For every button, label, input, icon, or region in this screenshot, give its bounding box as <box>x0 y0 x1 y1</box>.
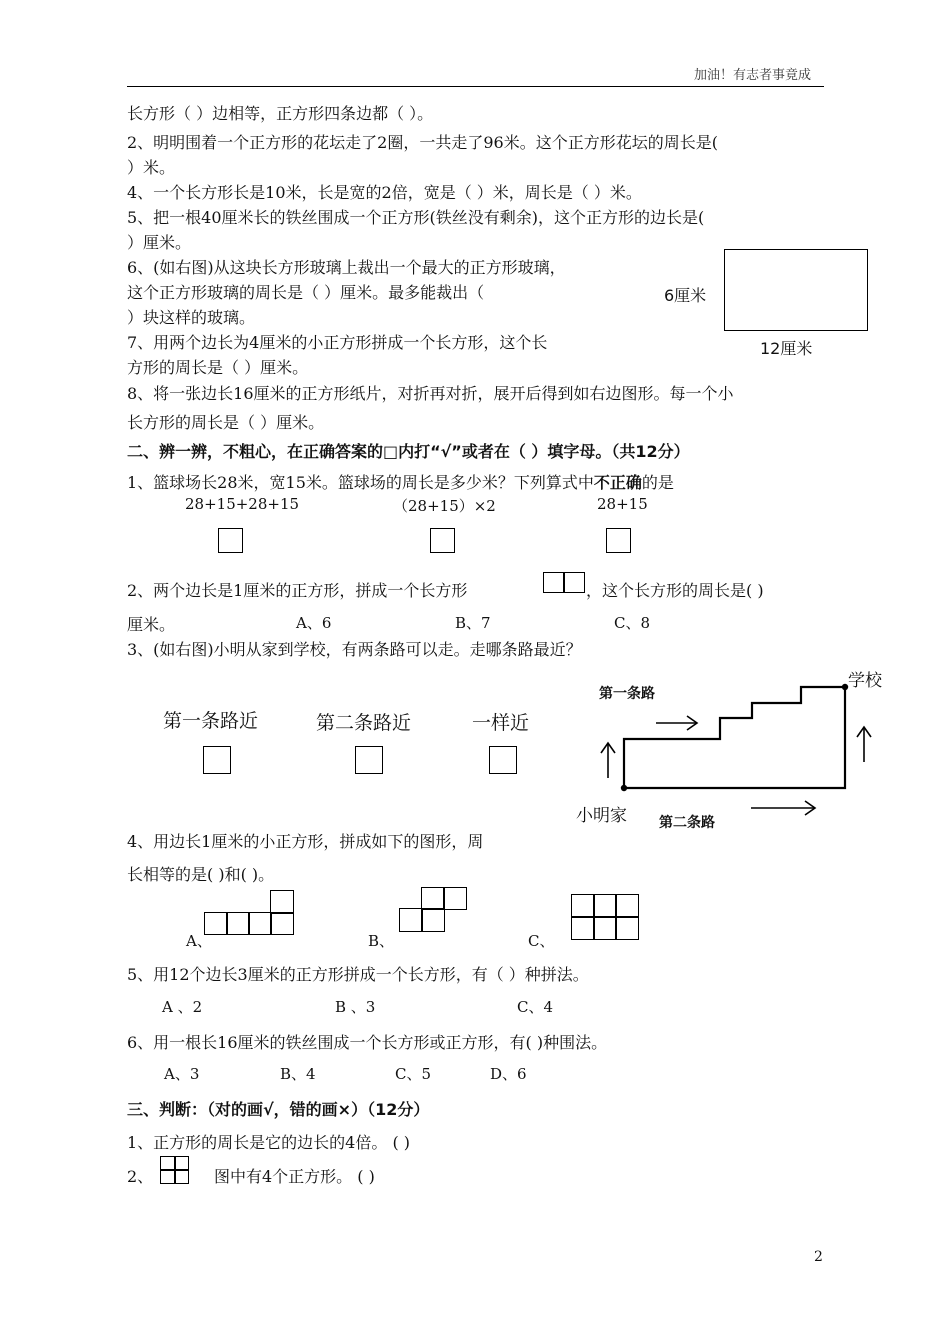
choice-q2-option-a: A、6 <box>296 614 332 632</box>
choice-q2-option-c: C、8 <box>614 614 651 632</box>
choice-q2-option-b: B、7 <box>455 614 491 632</box>
shape-c-label: C、 <box>528 932 555 950</box>
choice-q1-emphasis: 不正确 <box>593 473 642 492</box>
fill-line-6: ）厘米。 <box>127 233 192 252</box>
route1-arrow <box>656 716 697 730</box>
shape-b-label: B、 <box>368 932 395 950</box>
map-school-label: 学校 <box>848 671 882 691</box>
choice-q6-option-d: D、6 <box>490 1065 527 1083</box>
judge-q1: 1、正方形的周长是它的边长的4倍。 ( ) <box>127 1133 411 1152</box>
glass-height-label: 6厘米 <box>664 286 707 305</box>
choice-q1-option-1: 28+15+28+15 <box>185 495 300 513</box>
choice-q1-tail: 的是 <box>641 473 674 492</box>
choice-q6-text: 6、用一根长16厘米的铁丝围成一个长方形或正方形，有( )种围法。 <box>127 1033 608 1052</box>
choice-q6-option-a: A、3 <box>164 1065 200 1083</box>
up-arrow-right <box>857 727 871 762</box>
route2-arrow <box>751 801 815 815</box>
judge-q2-prefix: 2、 <box>127 1167 154 1186</box>
glass-width-label: 12厘米 <box>760 339 813 358</box>
fill-line-9: ）块这样的玻璃。 <box>127 308 256 327</box>
choice-q6-option-b: B、4 <box>280 1065 316 1083</box>
fill-line-10: 7、用两个边长为4厘米的小正方形拼成一个长方形，这个长 <box>127 333 548 352</box>
choice-q3-text: 3、(如右图)小明从家到学校，有两条路可以走。走哪条路最近？ <box>127 640 582 659</box>
choice-q3-option-1: 第一条路近 <box>163 710 259 732</box>
map-home-label: 小明家 <box>576 806 627 826</box>
choice-q2-text: 2、两个边长是1厘米的正方形，拼成一个长方形 <box>127 581 468 600</box>
fill-line-12: 8、将一张边长16厘米的正方形纸片，对折再对折，展开后得到如右边图形。每一个小 <box>127 384 734 403</box>
fill-line-11: 方形的周长是（ ）厘米。 <box>127 358 309 377</box>
choice-q6-option-c: C、5 <box>395 1065 432 1083</box>
page-number: 2 <box>814 1249 823 1265</box>
fill-line-1: 长方形（ ）边相等，正方形四条边都（ ）。 <box>127 104 434 123</box>
choice-q1-option-2: （28+15）×2 <box>393 497 496 515</box>
fill-line-3: ）米。 <box>127 158 176 177</box>
fill-line-13: 长方形的周长是（ ）厘米。 <box>127 413 325 432</box>
up-arrow-left <box>601 743 615 778</box>
choice-q5-option-a: A 、2 <box>162 998 203 1016</box>
judge-q2-text: 图中有4个正方形。 ( ) <box>214 1167 375 1186</box>
map-route1-label: 第一条路 <box>599 686 655 702</box>
choice-q2-unit: 厘米。 <box>127 615 176 634</box>
choice-q4-line2: 长相等的是( )和( )。 <box>127 865 275 884</box>
choice-section-title: 二、辨一辨，不粗心，在正确答案的□内打“√”或者在（ ）填字母。（共12分） <box>127 442 690 461</box>
choice-q5-text: 5、用12个边长3厘米的正方形拼成一个长方形，有（ ）种拼法。 <box>127 965 589 984</box>
choice-q4-line1: 4、用边长1厘米的小正方形，拼成如下的图形，周 <box>127 832 484 851</box>
choice-q5-option-b: B 、3 <box>335 998 376 1016</box>
fill-line-7: 6、(如右图)从这块长方形玻璃上裁出一个最大的正方形玻璃， <box>127 258 566 277</box>
fill-line-5: 5、把一根40厘米长的铁丝围成一个正方形(铁丝没有剩余)，这个正方形的边长是( <box>127 208 705 227</box>
choice-q2-text2: ，这个长方形的周长是( ) <box>586 581 764 600</box>
choice-q3-option-2: 第二条路近 <box>316 712 412 734</box>
route-map-paths <box>624 687 845 788</box>
choice-q3-option-3: 一样近 <box>472 712 530 734</box>
choice-q1-option-3: 28+15 <box>597 495 648 513</box>
choice-q5-option-c: C、4 <box>517 998 554 1016</box>
fill-line-2: 2、明明围着一个正方形的花坛走了2圈，一共走了96米。这个正方形花坛的周长是( <box>127 133 718 152</box>
fill-line-4: 4、一个长方形长是10米，长是宽的2倍，宽是（ ）米，周长是（ ）米。 <box>127 183 642 202</box>
map-route2-label: 第二条路 <box>659 815 715 831</box>
judge-section-title: 三、判断：（对的画√，错的画×）（12分） <box>127 1100 430 1119</box>
shape-a-label: A、 <box>186 932 212 950</box>
choice-q1-text: 1、篮球场长28米，宽15米。篮球场的周长是多少米？下列算式中 <box>127 473 594 492</box>
fill-line-8: 这个正方形玻璃的周长是（ ）厘米。最多能裁出（ <box>127 283 485 302</box>
header-motto: 加油！有志者事竟成 <box>694 68 812 83</box>
home-dot <box>621 785 627 791</box>
